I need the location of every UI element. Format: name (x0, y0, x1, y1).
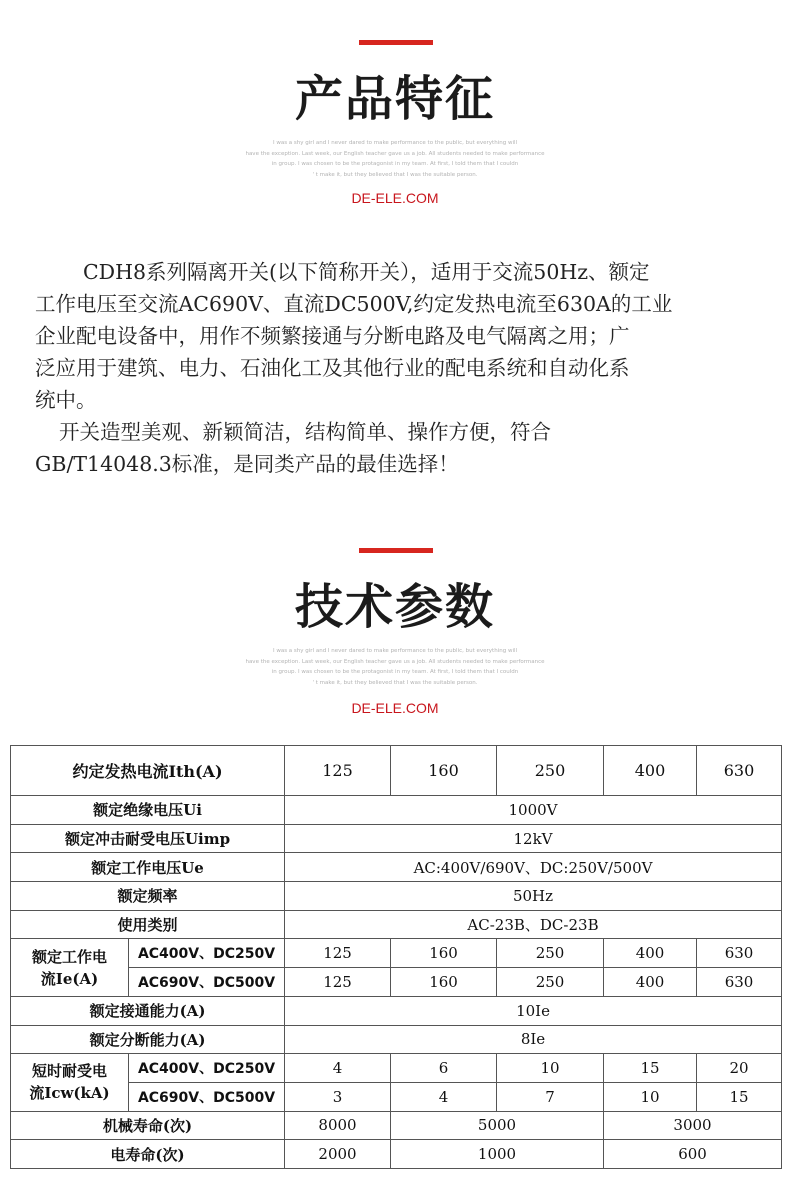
table-row (11, 853, 782, 882)
sub-label-ie-400: AC400V、DC250V (129, 939, 285, 968)
row-label-breaking: 额定分断能力(A) (11, 1025, 285, 1054)
table-cell: 10Ie (285, 996, 782, 1025)
table-cell: 5000 (391, 1111, 604, 1140)
sub-label-icw-400: AC400V、DC250V (129, 1054, 285, 1083)
table-cell: 250 (497, 968, 604, 997)
section2-accent-bar (359, 548, 433, 553)
section2-site-label: DE-ELE.COM (351, 700, 439, 716)
tagline-line: have the exception. Last week, our English teacher gave us a job. All students needed to make performance (245, 658, 545, 665)
table-cell: 160 (391, 746, 497, 796)
table-cell: AC-23B、DC-23B (285, 910, 782, 939)
section1-site-label: DE-ELE.COM (351, 190, 439, 206)
table-cell: 400 (604, 968, 697, 997)
table-cell: 4 (391, 1082, 497, 1111)
table-cell: 10 (497, 1054, 604, 1083)
table-cell: AC:400V/690V、DC:250V/500V (285, 853, 782, 882)
row-label-mechanical-life: 机械寿命(次) (11, 1111, 285, 1140)
row-label-icw (11, 1054, 129, 1111)
table-cell: 125 (285, 746, 391, 796)
label-line: 额定工作电 (31, 947, 107, 966)
description-line: GB/T14048.3标准，是同类产品的最佳选择！ (35, 452, 459, 476)
table-cell: 15 (697, 1082, 782, 1111)
table-cell: 1000V (285, 796, 782, 825)
table-cell: 3 (285, 1082, 391, 1111)
product-description (35, 256, 757, 480)
technical-parameters-table (10, 745, 782, 1169)
table-cell: 12kV (285, 824, 782, 853)
table-cell: 160 (391, 939, 497, 968)
description-line: 统中。 (35, 388, 97, 412)
tagline-line: ' t make it, but they believed that I was the suitable person. (312, 679, 478, 686)
row-label-electrical-life: 电寿命(次) (11, 1140, 285, 1169)
table-cell: 50Hz (285, 882, 782, 911)
table-row (11, 796, 782, 825)
table-cell: 630 (697, 746, 782, 796)
table-row (11, 939, 782, 968)
description-line: 工作电压至交流AC690V、直流DC500V,约定发热电流至630A的工业 (35, 292, 673, 316)
table-cell: 7 (497, 1082, 604, 1111)
table-cell: 20 (697, 1054, 782, 1083)
table-row (11, 1025, 782, 1054)
tagline-line: in group. I was chosen to be the protagonist in my team. At first, I told them that I couldn (271, 161, 519, 167)
table-cell: 400 (604, 939, 697, 968)
table-cell: 400 (604, 746, 697, 796)
table-cell: 2000 (285, 1140, 391, 1169)
table-cell: 8000 (285, 1111, 391, 1140)
section2-tagline (0, 646, 790, 688)
table-cell: 15 (604, 1054, 697, 1083)
tagline-line: ' t make it, but they believed that I was the suitable person. (312, 171, 478, 178)
table-row (11, 1054, 782, 1083)
row-label-frequency: 额定频率 (11, 882, 285, 911)
label-line: 流Icw(kA) (29, 1084, 110, 1103)
section1-accent-bar (359, 40, 433, 45)
row-label-ui: 额定绝缘电压Ui (11, 796, 285, 825)
sub-label-icw-690: AC690V、DC500V (129, 1082, 285, 1111)
description-line: CDH8系列隔离开关(以下简称开关），适用于交流50Hz、额定 (83, 260, 650, 284)
table-cell: 125 (285, 939, 391, 968)
table-cell: 4 (285, 1054, 391, 1083)
section2-title: 技术参数 (294, 579, 495, 635)
row-label-uimp: 额定冲击耐受电压Uimp (11, 824, 285, 853)
row-label-making: 额定接通能力(A) (11, 996, 285, 1025)
row-label-ith: 约定发热电流Ith(A) (11, 746, 285, 796)
label-line: 流Ie(A) (40, 969, 99, 988)
table-cell: 250 (497, 939, 604, 968)
table-cell: 10 (604, 1082, 697, 1111)
table-cell: 630 (697, 939, 782, 968)
description-line: 开关造型美观、新颖简洁，结构简单、操作方便，符合 (59, 420, 551, 444)
row-label-ie (11, 939, 129, 996)
table-cell: 6 (391, 1054, 497, 1083)
row-label-ue: 额定工作电压Ue (11, 853, 285, 882)
section1-tagline (0, 138, 790, 180)
description-paragraph-2 (35, 416, 757, 480)
description-paragraph-1 (35, 256, 757, 416)
description-line: 企业配电设备中，用作不频繁接通与分断电路及电气隔离之用；广 (35, 324, 630, 348)
tagline-line: in group. I was chosen to be the protagonist in my team. At first, I told them that I couldn (271, 669, 519, 675)
table-cell: 3000 (604, 1111, 782, 1140)
table-cell: 250 (497, 746, 604, 796)
tagline-line: I was a shy girl and I never dared to make performance to the public, but everything will (272, 140, 518, 146)
table-row (11, 910, 782, 939)
label-line: 短时耐受电 (31, 1062, 107, 1081)
tagline-line: I was a shy girl and I never dared to make performance to the public, but everything will (272, 648, 518, 654)
description-line: 泛应用于建筑、电力、石油化工及其他行业的配电系统和自动化系 (35, 356, 630, 380)
table-row (11, 824, 782, 853)
row-label-category: 使用类别 (11, 910, 285, 939)
table-cell: 630 (697, 968, 782, 997)
tagline-line: have the exception. Last week, our English teacher gave us a job. All students needed to make performance (245, 150, 545, 157)
sub-label-ie-690: AC690V、DC500V (129, 968, 285, 997)
table-cell: 600 (604, 1140, 782, 1169)
table-cell: 8Ie (285, 1025, 782, 1054)
table-row (11, 882, 782, 911)
table-row (11, 746, 782, 796)
table-cell: 1000 (391, 1140, 604, 1169)
table-row (11, 1140, 782, 1169)
table-cell: 160 (391, 968, 497, 997)
table-cell: 125 (285, 968, 391, 997)
section1-title: 产品特征 (294, 71, 495, 127)
table-row (11, 996, 782, 1025)
table-row (11, 1111, 782, 1140)
